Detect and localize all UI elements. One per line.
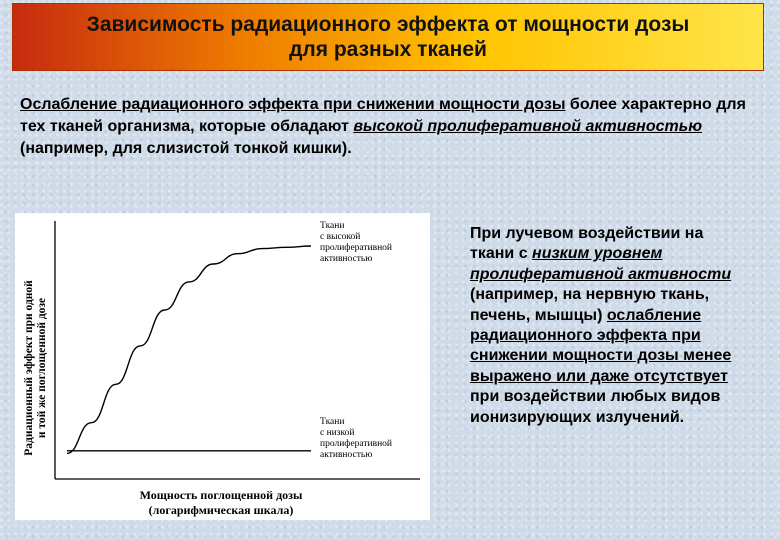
side-emphasis: низким уровнем пролиферативной активности: [470, 245, 732, 283]
side-text-3: при воздействии любых видов ионизирующих излучений.: [470, 388, 721, 426]
x-axis-label-line-2: (логарифмическая шкала): [148, 503, 294, 517]
y-axis-label-line-2: и той же поглощенной дозе: [36, 297, 48, 439]
high-label-line-1: Ткани: [320, 221, 345, 231]
chart-figure: [15, 213, 430, 520]
chart-svg: [15, 213, 430, 520]
side-text-1: При лучевом воздействии на ткани с: [470, 225, 704, 263]
title-line-2: для разных тканей: [289, 38, 487, 61]
y-axis-label-line-1: Радиационный эффект при одной: [23, 280, 35, 456]
series-line-high-proliferation: [67, 246, 311, 453]
intro-example: (например, для слизистой тонкой кишки).: [20, 140, 352, 157]
high-label-line-3: пролиферативной: [320, 243, 393, 253]
low-label-line-2: с низкой: [320, 428, 355, 438]
low-label-line-4: активностью: [320, 450, 373, 460]
page-title: [13, 12, 763, 62]
intro-paragraph: [20, 94, 760, 160]
intro-emphasis: высокой пролиферативной активностью: [353, 118, 703, 135]
high-label-line-4: активностью: [320, 254, 373, 264]
x-axis-label-line-1: Мощность поглощенной дозы: [139, 488, 303, 502]
low-label-line-1: Ткани: [320, 417, 345, 427]
intro-underlined: Ослабление радиационного эффекта при снижении мощности дозы: [20, 96, 566, 113]
title-line-1: Зависимость радиационного эффекта от мощности дозы: [86, 13, 690, 36]
title-banner: [12, 3, 764, 71]
side-paragraph: [470, 224, 750, 428]
side-underlined: ослабление радиационного эффекта при снижении мощности дозы менее выражено или даже отсутствует: [470, 306, 732, 385]
side-text-2: (например, на нервную ткань, печень, мышцы): [470, 286, 710, 324]
low-label-line-3: пролиферативной: [320, 439, 393, 449]
high-label-line-2: с высокой: [320, 232, 361, 242]
intro-text: более характерно для тех тканей организма, которые обладают: [20, 96, 746, 135]
